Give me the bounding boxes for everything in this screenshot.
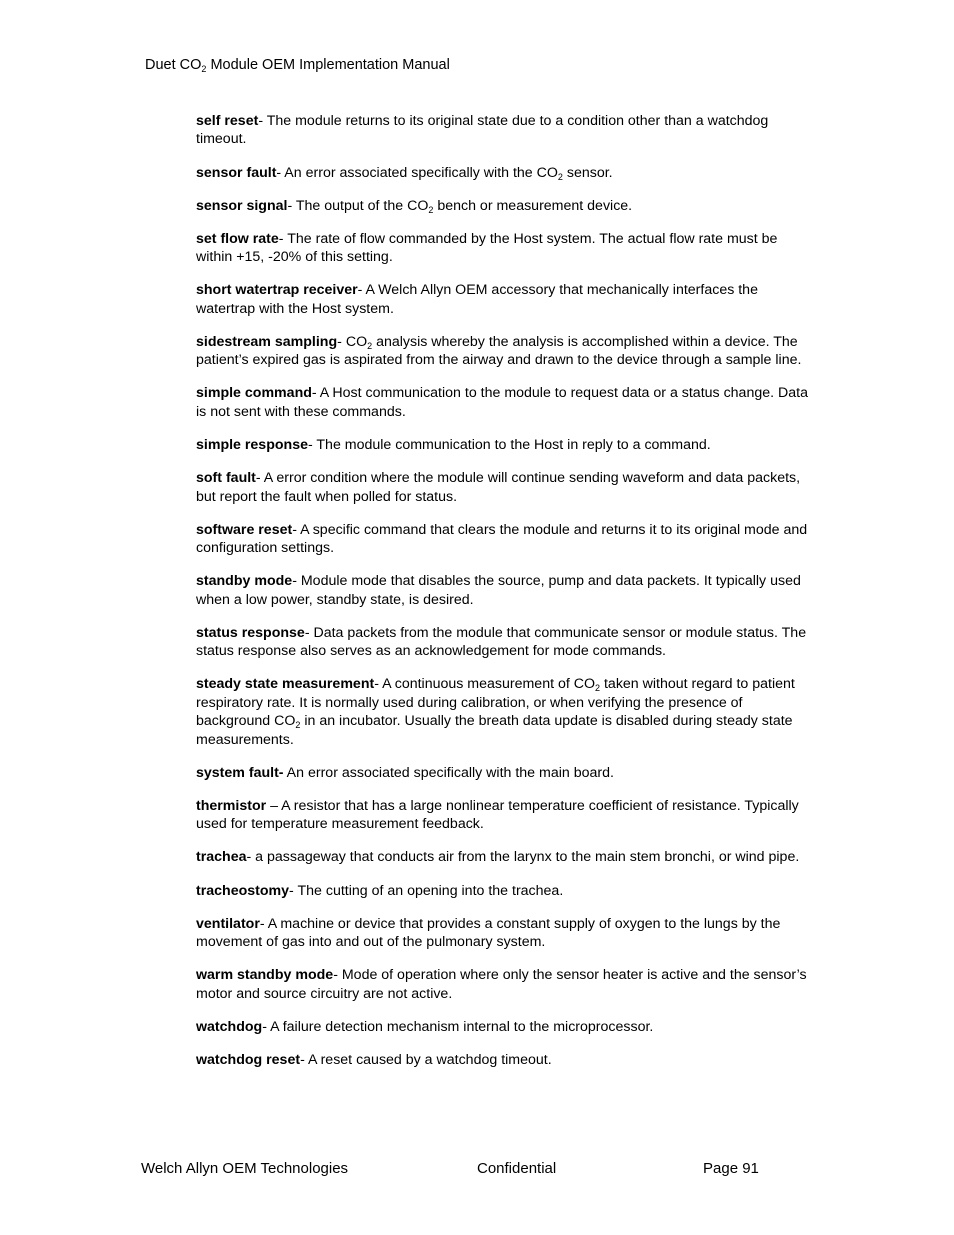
glossary-definition: - A specific command that clears the module and returns it to its original mode and configuration settings. [196,521,808,557]
glossary-term: warm standby mode [196,967,334,984]
glossary-definition: analysis whereby the analysis is accomplished within a device. The patient’s expired gas is aspirated from the airway and drawn to the device through a sample line. [196,333,802,369]
glossary-term: standby mode [196,573,293,590]
glossary-definition: - The output of the CO [287,197,429,214]
glossary-definition: - A machine or device that provides a constant supply of oxygen to the lungs by the movement of gas into and out of the pulmonary system. [196,915,781,951]
page-footer [0,1159,954,1179]
glossary-entry [196,521,812,558]
glossary-definition: An error associated specifically with the main board. [283,764,614,781]
glossary-definition: - Module mode that disables the source, pump and data packets. It typically used when a low power, standby state, is desired. [196,573,801,608]
glossary-term: ventilator [196,915,260,932]
glossary-definition: - A continuous measurement of CO [374,676,596,693]
glossary-definition: - A Host communication to the module to request data or a status change. Data is not sent with these commands. [196,385,808,420]
glossary-term: system fault- [196,764,284,781]
glossary-term: thermistor [196,797,267,814]
glossary-entry [196,469,812,506]
glossary-term: steady state measurement [196,676,375,693]
glossary-entry [196,882,812,900]
definition-subscript: 2 [367,340,373,351]
glossary-term: simple command [196,385,312,402]
glossary-definition: - A Welch Allyn OEM accessory that mechanically interfaces the watertrap with the Host system. [196,282,758,317]
glossary-definition: - CO [337,333,368,350]
glossary-term: tracheostomy [196,882,290,899]
glossary-entry [196,675,812,749]
glossary-definition: - The rate of flow commanded by the Host system. The actual flow rate must be within +15, -20% of this setting. [196,231,778,266]
glossary-term: sensor fault [196,164,277,181]
glossary-definition: - The module returns to its original state due to a condition other than a watchdog timeout. [196,113,769,148]
glossary-term: simple response [196,437,308,454]
glossary-entry [196,848,812,866]
glossary-definition: - An error associated specifically with the CO [276,164,558,181]
glossary-entry [196,197,812,215]
page-header [145,56,450,74]
glossary-entry [196,624,812,661]
glossary-term: watchdog [196,1018,263,1035]
footer-page-number: Page 91 [703,1160,759,1177]
glossary-entries [196,112,812,1069]
definition-subscript: 2 [557,171,563,182]
glossary-entry [196,1018,812,1036]
glossary-definition: bench or measurement device. [433,197,633,214]
glossary-term: short watertrap receiver [196,282,358,299]
glossary-term: self reset [196,113,259,129]
glossary-definition: – A resistor that has a large nonlinear temperature coefficient of resistance. Typically used for temperature measurement feedback. [196,797,799,833]
header-title-part: Module OEM Implementation Manual [206,57,450,73]
glossary-entry [196,112,812,149]
glossary-entry [196,281,812,318]
footer-company: Welch Allyn OEM Technologies [141,1160,349,1177]
glossary-definition: in an incubator. Usually the breath data update is disabled during steady state measurements. [196,713,793,748]
glossary-definition: - The module communication to the Host in reply to a command. [307,437,711,454]
glossary-definition: - Mode of operation where only the sensor heater is active and the sensor’s motor and source circuitry are not active. [196,967,807,1002]
definition-subscript: 2 [595,683,601,694]
glossary-entry [196,572,812,609]
glossary-entry [196,164,812,182]
glossary-definition: - A error condition where the module will continue sending waveform and data packets, but report the fault when polled for status. [196,470,801,505]
glossary-entry [196,436,812,454]
glossary-entry [196,333,812,370]
definition-subscript: 2 [295,720,301,731]
glossary-term: status response [196,624,305,641]
glossary-term: sensor signal [196,197,288,214]
glossary-term: watchdog reset [196,1051,301,1068]
glossary-definition: - A failure detection mechanism internal to the microprocessor. [262,1018,654,1035]
glossary-entry [196,966,812,1003]
glossary-definition: taken without regard to patient respiratory rate. It is normally used during calibration, or when verifying the presence of background CO [196,676,795,730]
glossary-entry [196,764,812,782]
header-title-part: Duet CO [145,57,202,73]
glossary-definition: - Data packets from the module that communicate sensor or module status. The status response also serves as an acknowledgement for mode commands. [196,624,807,660]
glossary-term: set flow rate [196,231,279,248]
glossary-term: soft fault [196,470,256,487]
glossary-term: sidestream sampling [196,333,338,350]
glossary-entry [196,230,812,267]
glossary-entry [196,915,812,952]
glossary-definition: sensor. [562,164,613,181]
glossary-definition: - A reset caused by a watchdog timeout. [300,1051,552,1068]
header-title-subscript: 2 [201,64,207,74]
glossary-entry [196,384,812,421]
glossary-term: software reset [196,521,293,538]
glossary-entry [196,797,812,834]
glossary-entry [196,1051,812,1069]
glossary-definition: - a passageway that conducts air from the larynx to the main stem bronchi, or wind pipe. [246,849,800,866]
glossary-term: trachea [196,849,247,866]
definition-subscript: 2 [428,204,434,215]
glossary-definition: - The cutting of an opening into the trachea. [289,882,564,899]
footer-confidential: Confidential [477,1160,557,1177]
